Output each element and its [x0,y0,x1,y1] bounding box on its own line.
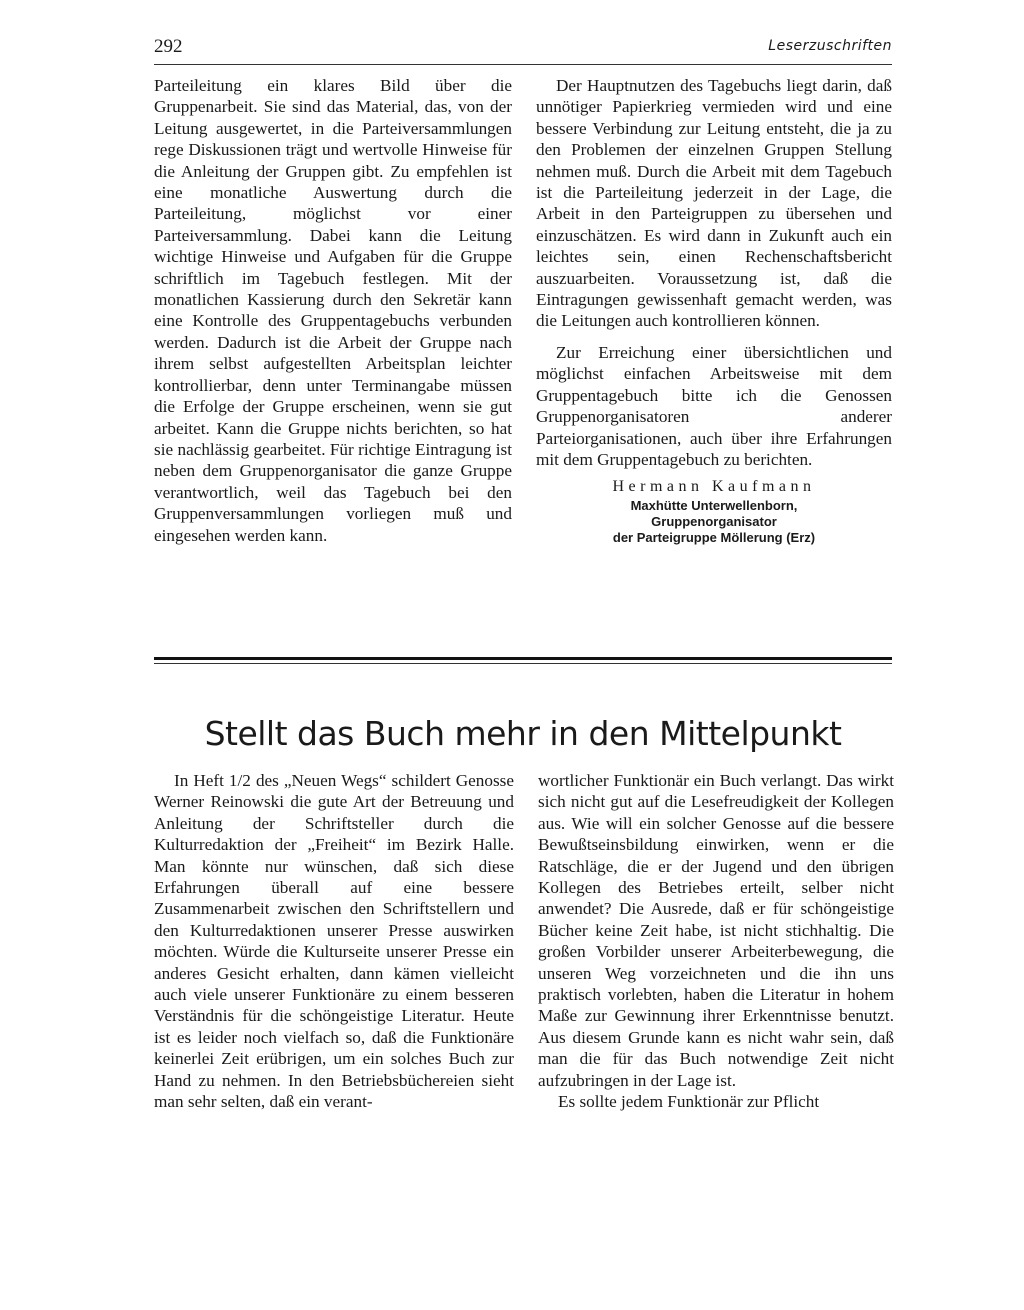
letter-paragraph: Parteileitung ein klares Bild über die Gruppenarbeit. Sie sind das Material, das, von der Leitung ausgewertet, in die Parteiversammlungen rege Diskussionen trägt und wertvolle Hinweise für die Anleitung der Gruppen gibt. Zu empfehlen ist eine monatliche Auswertung durch die Parteileitung, möglichst vor einer Parteiversammlung. Dabei kann die Leitung wichtige Hinweise und Aufgaben für die Gruppe schriftlich im Tagebuch festlegen. Mit der monatlichen Kassierung durch den Sekretär kann eine Kontrolle des Gruppentagebuchs verbunden werden. Dadurch ist die Arbeit der Gruppe nach ihrem selbst aufgestellten Arbeitsplan leichter kontrollierbar, denn unter Terminangabe müssen die Erfolge der Gruppe erscheinen, wenn sie gut arbeitet. Kann die Gruppe nichts berichten, so hat sie nachlässig gearbeitet. Für richtige Eintragung ist neben dem Gruppenorganisator die ganze Gruppe verantwortlich, weil das Tagebuch bei den Gruppenversammlungen vorliegen muß und eingesehen werden kann. [154,76,512,545]
section-divider-thin [154,663,892,664]
article-title: Stellt das Buch mehr in den Mittelpunkt [204,714,842,753]
article-left-column [154,770,514,1113]
section-divider-thick [154,657,892,660]
letter-paragraph: Zur Erreichung einer übersichtlichen und möglichst einfachen Arbeitsweise mit dem Gruppentagebuch bitte ich die Genossen Gruppenorganisatoren anderer Parteiorganisationen, auch über ihre Erfahrungen mit dem Gruppentagebuch zu berichten. [536,342,892,469]
signature-line: Gruppenorganisator [651,513,777,529]
signature-line: Maxhütte Unterwellenborn, [630,497,798,513]
letter-paragraph: Der Hauptnutzen des Tagebuchs liegt darin, daß unnötiger Papierkrieg vermieden wird und eine bessere Verbindung zur Leitung entsteht, die ja zu den Problemen der einzelnen Gruppen Stellung nehmen muß. Durch die Arbeit mit dem Tagebuch ist die Parteileitung jederzeit in der Lage, die Arbeit in den Parteigruppen zu übersehen und einzuschätzen. Es wird dann in Zukunft auch ein leichtes sein, einen Rechenschaftsbericht auszuarbeiten. Voraussetzung ist, daß die Eintragungen gewissenhaft gemacht werden, was die Leitungen auch kontrollieren können. [536,76,892,331]
signature-block [536,476,892,545]
section-label: Leserzuschriften [768,38,892,54]
signature-line: der Parteigruppe Möllerung (Erz) [612,529,816,545]
article-paragraph: wortlicher Funktionär ein Buch verlangt. Das wirkt sich nicht gut auf die Lesefreudigkeit der Kollegen aus. Wie will ein solcher Genosse auf die bessere Bewußtseinsbildung einwirken, wenn er die Ratschläge, die er der Jugend und den übrigen Kollegen des Betriebes erteilt, selber nicht anwendet? Die Ausrede, daß er für schöngeistige Bücher keine Zeit habe, ist nicht stichhaltig. Die großen Vorbilder unserer Arbeiterbewegung, die unseren Weg vorzeichneten und die ihn uns praktisch vorlebten, haben die Literatur in hohem Maße zur Gewinnung ihrer Erkenntnisse benutzt. Aus diesem Grunde kann es nicht wahr sein, daß man die für das Buch notwendige Zeit nicht aufzubringen in der Lage ist. [538,771,894,1090]
article-right-column [538,770,894,1113]
page-number: 292 [154,36,183,57]
article-paragraph: In Heft 1/2 des „Neuen Wegs“ schildert Genosse Werner Reinowski die gute Art der Betreuung und Anleitung der Schriftsteller durch die Kulturredaktion der „Freiheit“ im Bezirk Halle. Man könnte nur wünschen, daß sich diese Erfahrungen überall auf eine bessere Zusammenarbeit zwischen den Schriftstellern und den Kulturredaktionen unserer Presse auswirken möchten. Würde die Kulturseite unserer Presse ein anderes Gesicht erhalten, dann kämen vielleicht auch viele unserer Funktionäre zu einem besseren Verständnis für die schöngeistige Literatur. Heute ist es leider noch vielfach so, daß die Funktionäre keinerlei Zeit erübrigen, um ein solches Buch zur Hand zu nehmen. In den Betriebsbüchereien sieht man sehr selten, daß ein verant- [154,771,514,1112]
letter-left-column [154,75,512,546]
letter-right-column [536,75,892,546]
signature-name: Hermann Kaufmann [612,478,816,496]
article-paragraph: Es sollte jedem Funktionär zur Pflicht [558,1092,820,1112]
header-rule [154,64,892,65]
